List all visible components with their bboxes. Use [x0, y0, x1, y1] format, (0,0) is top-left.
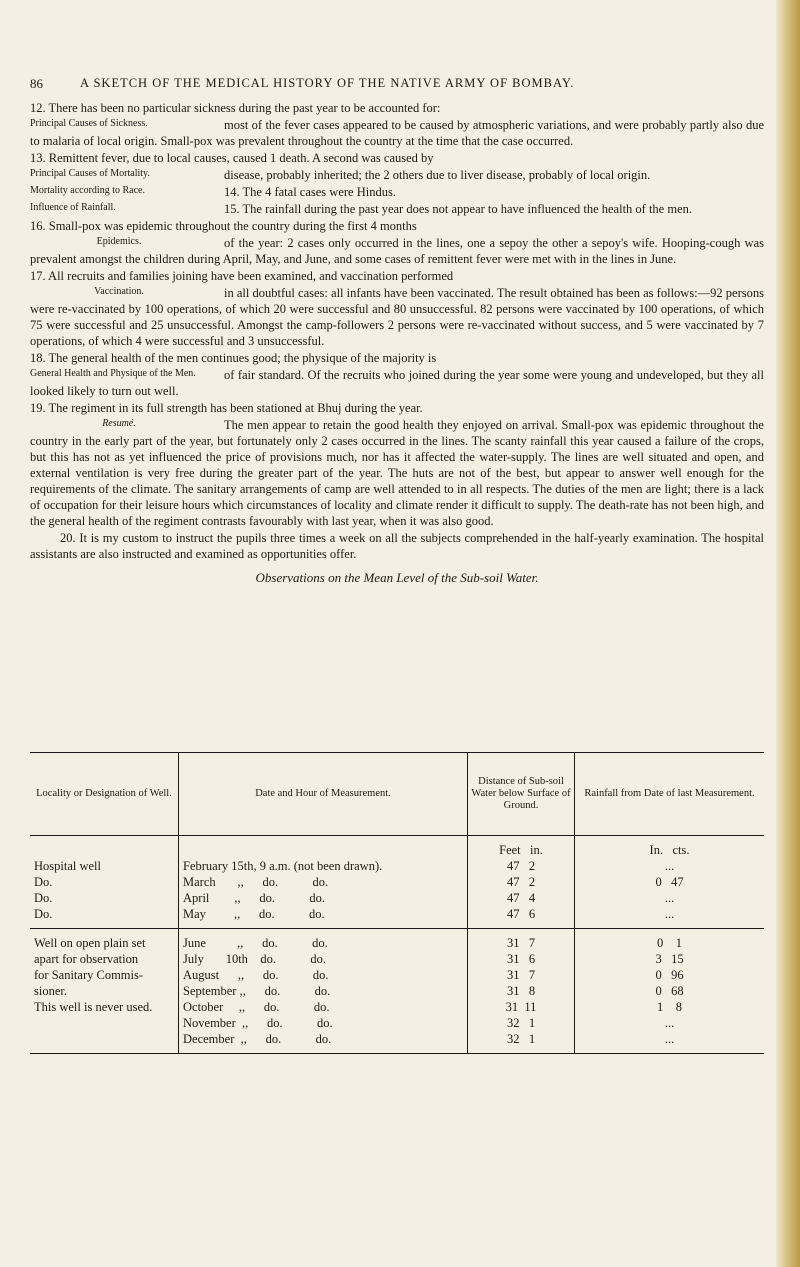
date-line: December ,, do. do.: [183, 1032, 332, 1046]
rainfall-value: ...: [664, 1016, 675, 1030]
para-13-text: disease, probably inherited; the 2 others due to liver disease, probably of local origin.: [224, 168, 651, 182]
para-15-text: 15. The rainfall during the past year does not appear to have influenced the health of the men.: [224, 202, 693, 216]
locality-line: Do.: [34, 891, 53, 905]
sidenote-general-health: General Health and Physique of the Men.: [30, 368, 196, 379]
para-17-text: in all doubtful cases: all infants have been vaccinated. The result obtained has been as follows:—92 persons were re-vaccinated by 100 operations, of which 20 were successful and 80 unsuccessful. 82 persons were vaccinated by 100 operations, of which 75 were successful and 25 unsuccessful. Amongst the camp-followers 2 persons were re-vaccinated without success, and 5 were vaccinated by 7 operations, of which 4 were successful and 3 unsuccessful.: [30, 286, 764, 348]
para-18-text: of fair standard. Of the recruits who joined during the year some were young and undeveloped, but they all looked likely to turn out well.: [30, 368, 764, 398]
distance-value: 47 2: [506, 859, 536, 873]
page-edge: [776, 0, 800, 1267]
date-line: June ,, do. do.: [183, 936, 328, 950]
para-17-lead: 17. All recruits and families joining have been examined, and vaccination performed: [30, 269, 454, 283]
rainfall-units: In. cts.: [649, 843, 690, 857]
date-line: March ,, do. do.: [183, 875, 329, 889]
page-header: [30, 76, 764, 96]
rainfall-value: ...: [664, 859, 675, 873]
sidenote-epidemics: Epidemics.: [96, 236, 142, 247]
table-caption: Observations on the Mean Level of the Sub-soil Water.: [255, 570, 539, 585]
date-line: September ,, do. do.: [183, 984, 331, 998]
para-14-text: 14. The 4 fatal cases were Hindus.: [224, 185, 396, 199]
para-19-lead: 19. The regiment in its full strength has been stationed at Bhuj during the year.: [30, 401, 423, 415]
locality-line: for Sanitary Commis-: [34, 968, 144, 982]
locality-line: sioner.: [34, 984, 67, 998]
para-12-text: most of the fever cases appeared to be caused by atmospheric variations, and were probably partly also due to malaria of local origin. Small-pox was prevalent throughout the country at the time that the case occurred.: [30, 118, 764, 148]
distance-value: 47 2: [506, 875, 536, 889]
rainfall-value: ...: [664, 891, 675, 905]
para-16-lead: 16. Small-pox was epidemic throughout the country during the first 4 months: [30, 219, 417, 233]
locality-line: This well is never used.: [34, 1000, 153, 1014]
rainfall-value: 0 96: [655, 968, 684, 982]
distance-value: 32 1: [506, 1016, 536, 1030]
distance-value: 31 6: [506, 952, 536, 966]
rainfall-value: 1 8: [657, 1000, 682, 1014]
table-row: [30, 929, 764, 1054]
distance-value: 31 7: [506, 968, 536, 982]
date-line: November ,, do. do.: [183, 1016, 333, 1030]
date-line: October ,, do. do.: [183, 1000, 330, 1014]
para-16-text: of the year: 2 cases only occurred in the lines, one a sepoy the other a sepoy's wife. Hooping-cough was prevalent amongst the children during April, May, and June, and some cases of remittent fever were met with in the lines in June.: [30, 236, 764, 266]
distance-units: Feet in.: [499, 843, 543, 857]
date-line: May ,, do. do.: [183, 907, 325, 921]
para-18-lead: 18. The general health of the men continues good; the physique of the majority is: [30, 351, 437, 365]
distance-value: 47 6: [506, 907, 536, 921]
running-head: A SKETCH OF THE MEDICAL HISTORY OF THE NATIVE ARMY OF BOMBAY.: [80, 76, 575, 90]
sidenote-principal-causes-mortality: Principal Causes of Mortality.: [30, 168, 150, 179]
header-distance: Distance of Sub-soil Water below Surface of Ground.: [468, 753, 575, 836]
rainfall-value: 0 47: [655, 875, 684, 889]
sidenote-resume: Resumé.: [102, 418, 136, 429]
date-line: July 10th do. do.: [183, 952, 327, 966]
sidenote-influence-rainfall: Influence of Rainfall.: [30, 202, 116, 213]
locality-line: Do.: [34, 907, 53, 921]
table-row: [30, 836, 764, 929]
para-12-lead: 12. There has been no particular sickness during the past year to be accounted for:: [30, 101, 441, 115]
para-13-lead: 13. Remittent fever, due to local causes, caused 1 death. A second was caused by: [30, 151, 434, 165]
distance-value: 47 4: [506, 891, 536, 905]
rainfall-value: 0 1: [657, 936, 682, 950]
locality-line: Well on open plain set: [34, 936, 146, 950]
report-body: [30, 100, 764, 594]
subsoil-water-table: [30, 752, 764, 1054]
page-number: 86: [30, 76, 43, 91]
distance-value: 31 8: [506, 984, 536, 998]
rainfall-value: 3 15: [655, 952, 684, 966]
date-line: February 15th, 9 a.m. (not been drawn).: [183, 859, 383, 873]
sidenote-mortality-race: Mortality according to Race.: [30, 185, 145, 196]
distance-value: 31 11: [505, 1000, 537, 1014]
distance-value: 32 1: [506, 1032, 536, 1046]
locality-line: apart for observation: [34, 952, 139, 966]
sidenote-vaccination: Vaccination.: [94, 286, 144, 297]
rainfall-value: ...: [664, 1032, 675, 1046]
header-locality: Locality or Designation of Well.: [30, 753, 179, 836]
date-line: August ,, do. do.: [183, 968, 329, 982]
rainfall-value: 0 68: [655, 984, 684, 998]
para-20-text: 20. It is my custom to instruct the pupils three times a week on all the subjects comprehended in the half-yearly examination. The hospital assistants are also instructed and examined as opportunities offer.: [30, 531, 764, 561]
distance-value: 31 7: [506, 936, 536, 950]
header-date: Date and Hour of Measurement.: [179, 753, 468, 836]
locality-line: Do.: [34, 875, 53, 889]
rainfall-value: ...: [664, 907, 675, 921]
locality-line: Hospital well: [34, 859, 102, 873]
header-rainfall: Rainfall from Date of last Measurement.: [575, 753, 765, 836]
date-line: April ,, do. do.: [183, 891, 326, 905]
sidenote-principal-causes-sickness: Principal Causes of Sickness.: [30, 118, 148, 129]
para-19-text: The men appear to retain the good health they enjoyed on arrival. Small-pox was epidemic throughout the country in the early part of the year, but fortunately only 2 cases occurred in the lines. The scanty rainfall this year caused a failure of the crops, but this has not as yet influenced the price of provisions much, nor has it affected the water-supply. The lines are well situated and open, and external ventilation is very free during the greater part of the year. The huts are not of the best, but appear to answer well enough for the requirements of the climate. The sanitary arrangements of camp are well attended to in all respects. The duties of the men are light; there is a lack of occupation for their leisure hours which circumstances of locality and climate render it difficult to supply. The death-rate has not been high, and the general health of the regiment contrasts favourably with last year, when it was also good.: [30, 418, 764, 528]
